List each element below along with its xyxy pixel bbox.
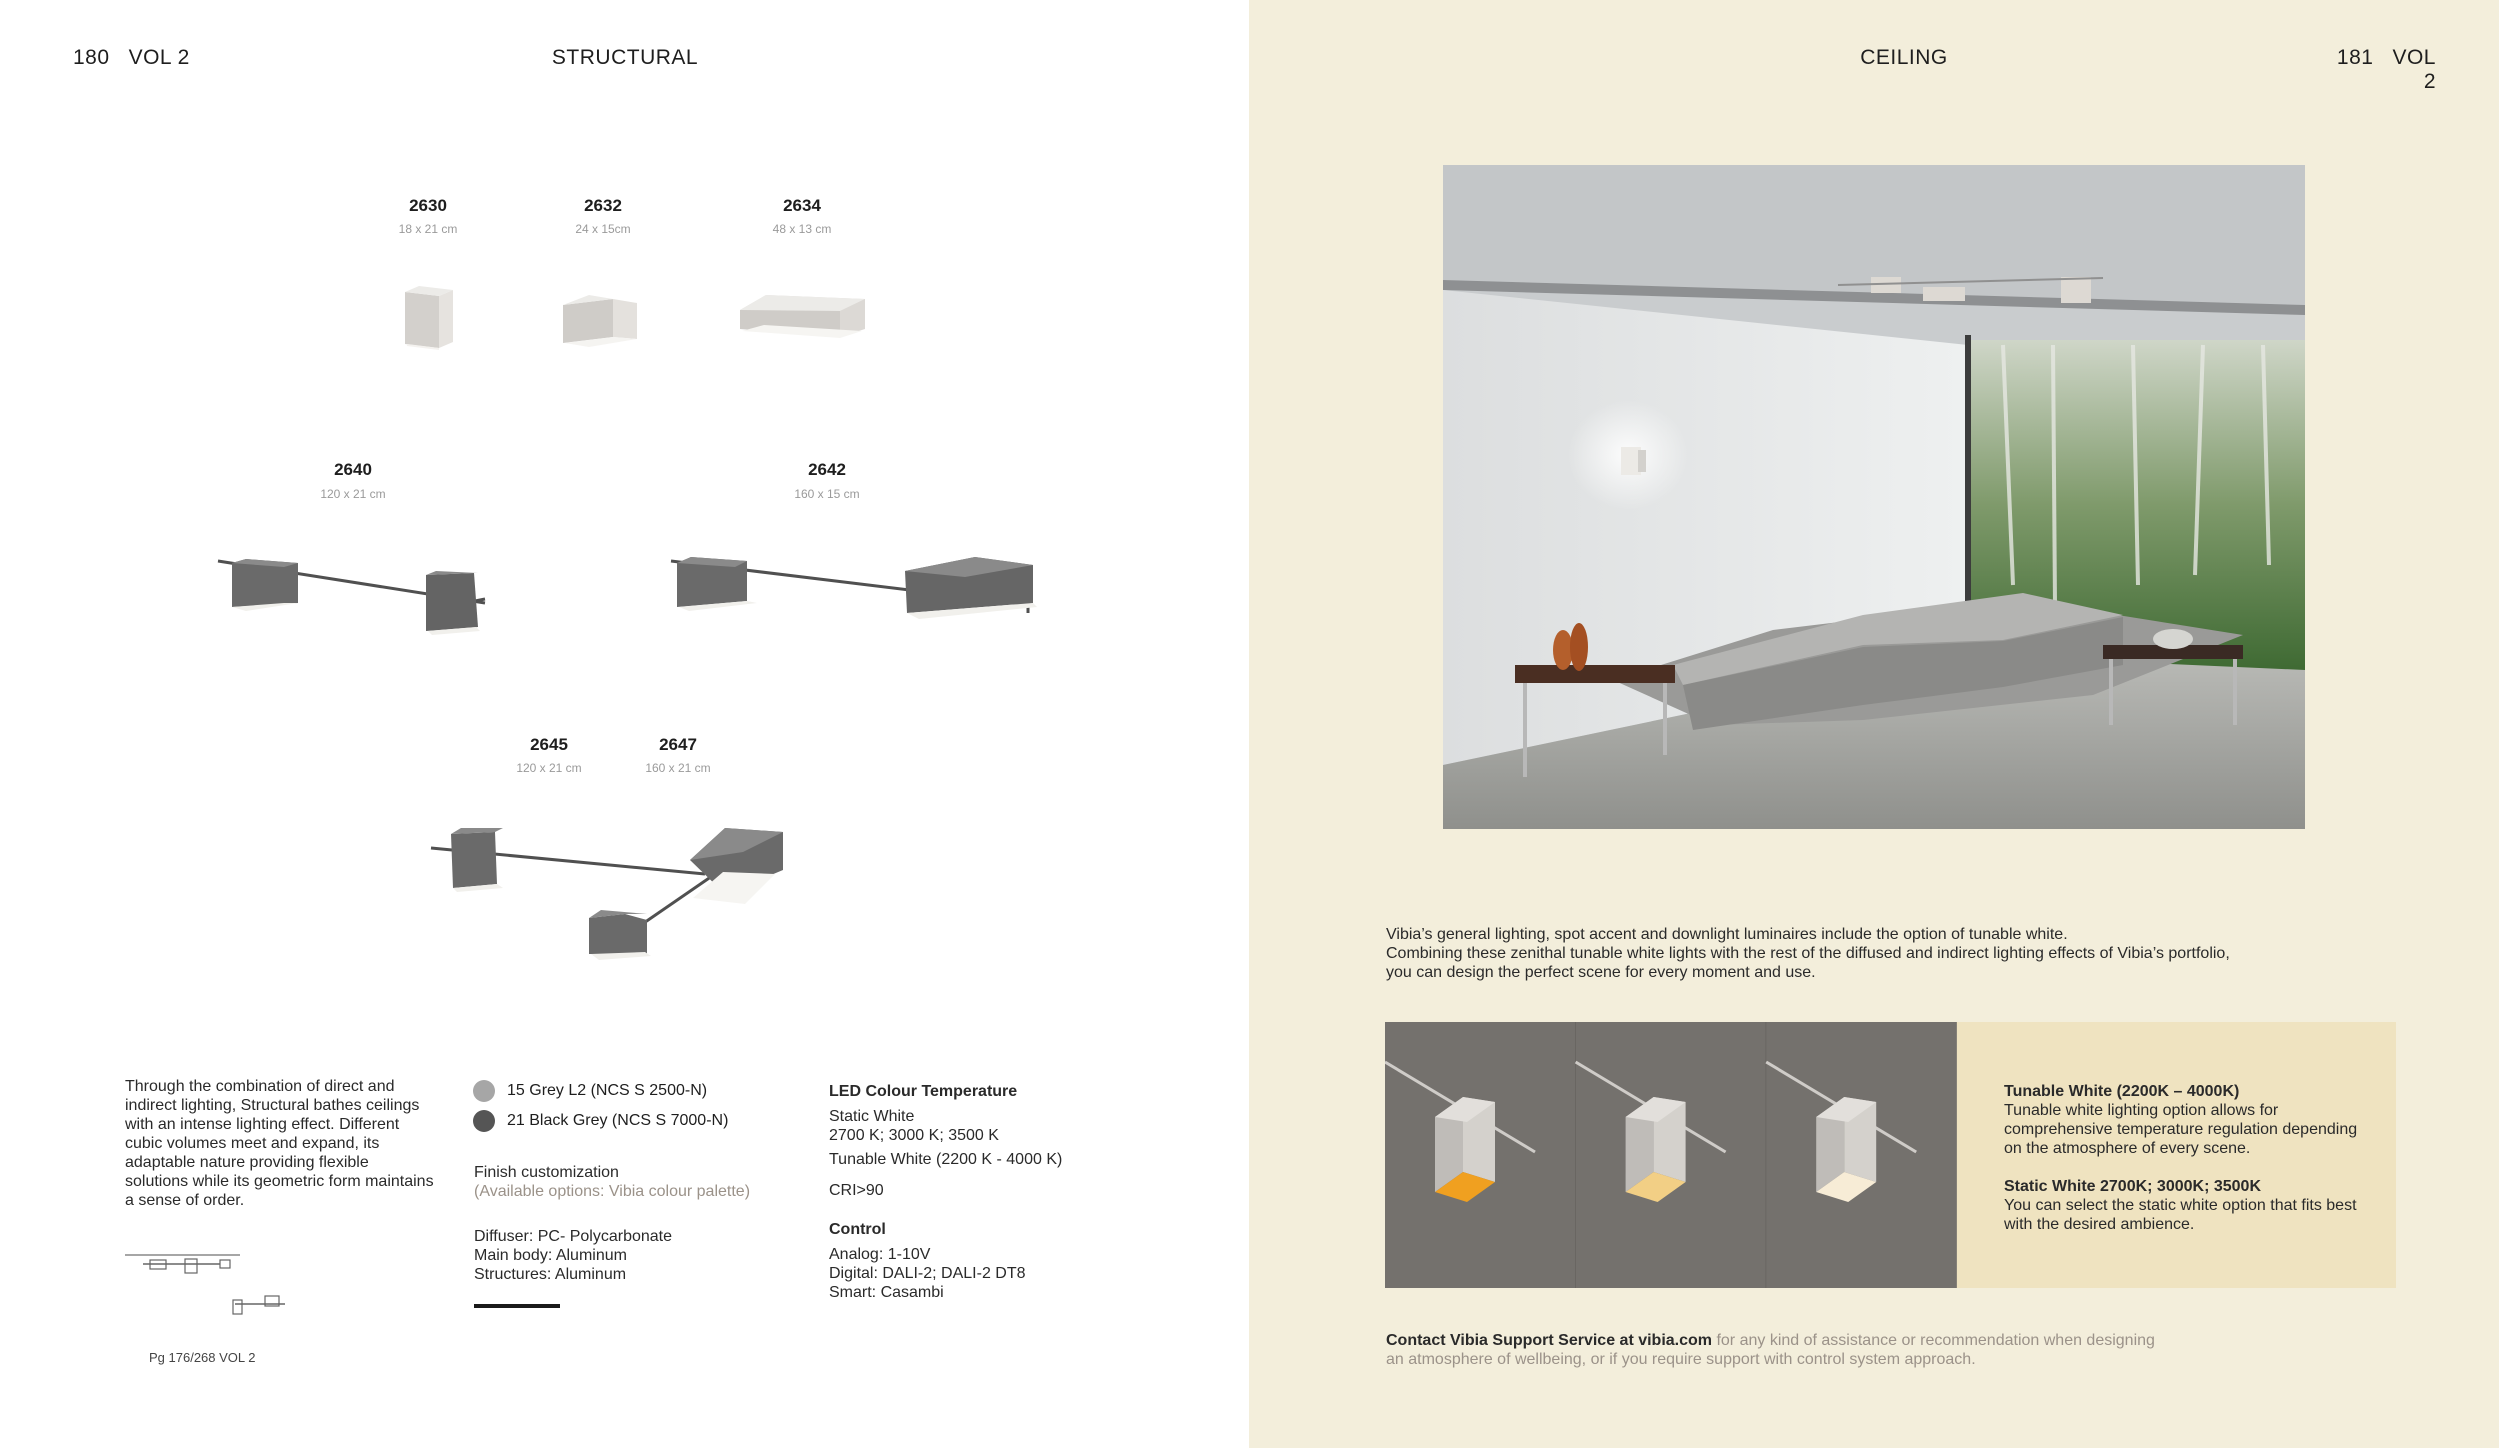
model-dims-2632: 24 x 15cm xyxy=(575,222,631,236)
light-sample-cool xyxy=(1766,1022,1957,1288)
structure-diagram-icon xyxy=(125,1252,295,1322)
light-sample-warm xyxy=(1385,1022,1576,1288)
model-dims-2645: 120 x 21 cm xyxy=(516,761,582,775)
static-title: Static White 2700K; 3000K; 3500K xyxy=(2004,1178,2261,1195)
right-section-title: CEILING xyxy=(1860,46,1948,69)
page-reference: Pg 176/268 VOL 2 xyxy=(149,1350,256,1365)
model-dims-2647: 160 x 21 cm xyxy=(645,761,711,775)
right-page xyxy=(1249,0,2499,1448)
left-volume: VOL 2 xyxy=(128,46,190,69)
model-code-2630: 2630 xyxy=(409,196,447,215)
led-title: LED Colour Temperature xyxy=(829,1083,1018,1100)
right-page-number: 181 xyxy=(2336,46,2374,69)
product-2634-image xyxy=(730,285,870,355)
product-2640-image xyxy=(210,545,500,645)
left-page-number: 180 xyxy=(73,46,110,69)
control-analog: Analog: 1-10V xyxy=(829,1246,931,1263)
divider-bar xyxy=(474,1304,560,1308)
tunable-title: Tunable White (2200K – 4000K) xyxy=(2004,1083,2240,1100)
tunable-white-panel xyxy=(1385,1022,2396,1288)
contact-text-line2: an atmosphere of wellbeing, or if you require support with control system approach. xyxy=(1386,1351,1976,1368)
contact-text: for any kind of assistance or recommendation when designing xyxy=(1712,1332,2155,1349)
left-page xyxy=(0,0,1249,1448)
model-code-2640: 2640 xyxy=(334,460,372,479)
intro-line: you can design the perfect scene for every moment and use. xyxy=(1386,964,1816,981)
left-section-title: STRUCTURAL xyxy=(551,46,699,69)
materials-list xyxy=(474,1227,672,1284)
control-title: Control xyxy=(829,1221,886,1238)
left-page-header xyxy=(73,46,190,70)
intro-line: Vibia’s general lighting, spot accent and downlight luminaires include the option of tunable white. xyxy=(1386,926,2068,943)
product-2645-2647-image xyxy=(425,818,795,963)
model-code-2642: 2642 xyxy=(808,460,846,479)
light-temperature-photos xyxy=(1385,1022,1957,1288)
control-smart: Smart: Casambi xyxy=(829,1284,944,1301)
model-code-2632: 2632 xyxy=(584,196,622,215)
contact-link[interactable]: Contact Vibia Support Service at vibia.com xyxy=(1386,1332,1713,1349)
finish-label: 15 Grey L2 (NCS S 2500-N) xyxy=(507,1082,708,1099)
right-page-header xyxy=(2326,46,2436,94)
tunable-text: Tunable white lighting option allows for comprehensive temperature regulation depending on the atmosphere of every scene. xyxy=(2004,1102,2358,1157)
product-2632-image xyxy=(555,285,645,355)
control-list xyxy=(829,1245,1026,1302)
led-static-values: 2700 K; 3000 K; 3500 K xyxy=(829,1127,999,1144)
model-code-2634: 2634 xyxy=(783,196,821,215)
model-code-2647: 2647 xyxy=(659,735,697,754)
led-static-label: Static White xyxy=(829,1108,915,1125)
model-dims-2642: 160 x 15 cm xyxy=(794,487,860,501)
material-diffuser: Diffuser: PC- Polycarbonate xyxy=(474,1228,673,1245)
finish-list xyxy=(473,1076,793,1136)
finish-label: 21 Black Grey (NCS S 7000-N) xyxy=(507,1112,729,1129)
customization-title: Finish customization xyxy=(474,1164,619,1181)
product-2642-image xyxy=(665,545,1045,645)
contact-note xyxy=(1386,1331,2386,1369)
finish-swatch-black-grey xyxy=(473,1110,495,1132)
led-tunable: Tunable White (2200 K - 4000 K) xyxy=(829,1151,1063,1168)
finish-item xyxy=(473,1076,793,1106)
living-room-photo xyxy=(1443,165,2305,829)
right-volume: VOL 2 xyxy=(2392,46,2436,93)
model-dims-2630: 18 x 21 cm xyxy=(398,222,458,236)
finish-swatch-grey xyxy=(473,1080,495,1102)
light-sample-neutral xyxy=(1576,1022,1767,1288)
finish-item xyxy=(473,1106,793,1136)
material-body: Main body: Aluminum xyxy=(474,1247,627,1264)
intro-text xyxy=(1386,925,2366,982)
intro-line: Combining these zenithal tunable white lights with the rest of the diffused and indirect lighting effects of Vibia’s portfolio, xyxy=(1386,945,2230,962)
model-code-2645: 2645 xyxy=(530,735,568,754)
material-structures: Structures: Aluminum xyxy=(474,1266,627,1283)
static-text: You can select the static white option that fits best with the desired ambience. xyxy=(2004,1197,2357,1233)
cri-value: CRI>90 xyxy=(829,1182,884,1199)
model-dims-2634: 48 x 13 cm xyxy=(772,222,832,236)
control-digital: Digital: DALI-2; DALI-2 DT8 xyxy=(829,1265,1026,1282)
model-dims-2640: 120 x 21 cm xyxy=(320,487,386,501)
customization-note: (Available options: Vibia colour palette) xyxy=(474,1183,751,1200)
product-description: Through the combination of direct and indirect lighting, Structural bathes ceilings with an intense lighting effect. Different cubic volumes meet and expand, its adaptable nature providing flexible solutions while its geometric form maintains a sense of order. xyxy=(125,1078,434,1209)
product-2630-image xyxy=(395,280,465,360)
